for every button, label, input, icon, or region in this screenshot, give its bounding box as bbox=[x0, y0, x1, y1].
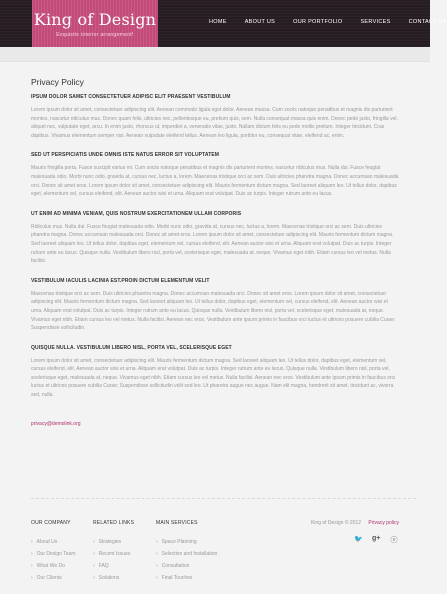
section-text: Ridiculus mus. Nulla dui. Fusce feugiat malesuada odio. Morbi nunc odio, gravida at, cursus nec, luctus a, lorem. Maecenas tristique orci ac sem. Duis ultricies pharetra magna. Donec accumsan malesuada orci. Donec sit amet eros. Lorem ipsum dolor sit amet, consectetuer adipiscing elit. Mauris fermentum dictum magna. Sed laoreet aliquam leo. Ut tellus dolor, dapibus eget, elementum vel, cursus eleifend, elit. Aenean auctor wisi et urna. Aliquam erat volutpat. Duis ac turpis. Integer rutrum ante eu lacus. Quisque nulla. Vestibulum libero nisl, porta vel, scelerisque eget, malesuada at, neque. Vivamus eget nibh. Etiam cursus leo vel metus. Nulla facilisi. bbox=[31, 223, 394, 265]
section-heading: UT ENIM AD MINIMA VENIAM, QUIS NOSTRUM EXERCITATIONEM ULLAM CORPORIS bbox=[31, 210, 242, 217]
social-icons bbox=[354, 535, 398, 545]
footer-heading: OUR COMPANY bbox=[31, 520, 71, 526]
footer-main-services bbox=[156, 520, 217, 584]
footer-heading: RELATED LINKS bbox=[93, 520, 135, 526]
section-text: Lorem ipsum dolor sit amet, consectetuer adipiscing elit. Mauris fermentum dictum magna. Sed laoreet aliquam leo. Ut tellus dolor, dapibus eget, elementum vel, cursus eleifend, elit. Aenean auctor wisi et urna. Aliquam erat volutpat. Duis ac turpis. Integer rutrum ante eu lacus. Quisque nulla. Vestibulum libero nisl, porta vel, scelerisque eget, malesuada at, neque. Vivamus eget nibh. Etiam cursus leo vel metus. Nulla facilisi. Aenean nec eros. Vestibulum ante ipsum primis in faucibus orci luctus et ultrices posuere cubilia Curae; Suspendisse sollicitudin velit sed leo. Ut pharetra augue nec augue. Nam elit magna, hendrerit sit amet, tincidunt ac, viverra sed, nulla. bbox=[31, 357, 396, 399]
logo-title: King of Design bbox=[33, 10, 157, 29]
section-text: Lorem ipsum dolor sit amet, consectetuer adipiscing elit. Aenean commodo ligula eget dolor. Aenean massa. Cum sociis natoque penatibus et magnis dis parturient montes, nascetur ridiculus mus. Donec quam felis, ultricies nec, pellentesque eu, pretium quis, sem. Nulla consequat massa quis enim. Donec pede justo, fringilla vel, aliquet nec, vulputate eget, arcu. In enim justo, rhoncus ut, imperdiet a, venenatis vitae, justo. Nullam dictum felis eu pede mollis pretium. Integer tincidunt. Cras dapibus. Vivamus elementum semper nisi. Aenean vulputate eleifend tellus. Aenean leo ligula, porttitor eu, consequat vitae, eleifend ac, enim. bbox=[31, 107, 398, 139]
section-text: Mauris fringilla porta. Fusce suscipit varius mi. Cum sociis natoque penatibus et magnis dis parturient montes, nascetur ridiculus mus. Nulla dui. Fusce feugiat malesuada odio. Morbi nunc odio, gravida at, cursus nec, luctus a, lorem. Maecenas tristique orci ac sem. Duis ultricies pharetra magna. Donec accumsan malesuada orci. Donec sit amet eros. Lorem ipsum dolor sit amet, consectetuer adipiscing elit. Mauris fermentum dictum magna. Sed laoreet aliquam leo. Ut tellus dolor, dapibus eget, elementum vel, cursus eleifend, elit. Aenean auctor wisi et urna. Aliquam erat volutpat. Duis ac turpis. Integer rutrum ante eu lacus. bbox=[31, 165, 399, 198]
site-footer bbox=[0, 505, 430, 594]
section-heading: IPSUM DOLOR SAMET CONSECTETUER ADIPISC ELIT PRAESENT VESTIBULUM bbox=[31, 94, 231, 100]
footer-related-links bbox=[93, 520, 134, 584]
footer-link[interactable]: › Selection and Installation bbox=[156, 548, 217, 560]
footer-link[interactable]: › Our Design Team bbox=[31, 548, 76, 560]
privacy-policy-link[interactable]: Privacy policy bbox=[368, 520, 399, 526]
copyright-text: King of Design © 2012 bbox=[310, 520, 362, 526]
footer-link[interactable]: › Solutions bbox=[93, 572, 134, 584]
footer-link[interactable]: › Space Planning bbox=[156, 536, 217, 548]
footer-link[interactable]: › Recent Issues bbox=[93, 548, 134, 560]
footer-heading: MAIN SERVICES bbox=[156, 520, 198, 526]
site-header bbox=[0, 0, 447, 47]
footer-link[interactable]: › Consultation bbox=[156, 560, 217, 572]
section-text: Maecenas tristique orci ac sem. Duis ultricies pharetra magna. Donec accumsan malesuada orci. Donec sit amet eros. Lorem ipsum dolor sit amet, consectetuer adipiscing elit. Mauris fermentum dictum magna. Sed laoreet aliquam leo. Ut tellus dolor, dapibus eget, elementum vel, cursus eleifend, elit. Aenean auctor wisi et urna. Aliquam erat volutpat. Duis ac turpis. Integer rutrum ante eu lacus. Quisque nulla. Vestibulum libero nisl, porta vel, scelerisque eget, malesuada at, neque. Vivamus eget nibh. Etiam cursus leo vel metus. Nulla facilisi. Aenean nec eros. Vestibulum ante ipsum primis in faucibus orci luctus et ultrices posuere cubilia Curae; Suspendisse sollicitudin. bbox=[31, 290, 396, 332]
copyright bbox=[311, 520, 399, 526]
main-content bbox=[0, 62, 430, 492]
header-strip bbox=[0, 47, 430, 62]
section-heading: SED UT PERSPICIATIS UNDE OMNIS ISTE NATUS ERROR SIT VOLUPTATEM bbox=[31, 152, 220, 159]
logo-tagline: Exquisite interior arrangement! bbox=[56, 32, 134, 38]
footer-link[interactable]: › Our Clients bbox=[31, 572, 76, 584]
nav-about-us[interactable]: ABOUT US bbox=[244, 19, 276, 25]
logo[interactable] bbox=[32, 0, 158, 47]
nav-our-portfolio[interactable]: OUR PORTFOLIO bbox=[293, 19, 343, 25]
main-nav bbox=[209, 19, 447, 25]
twitter-icon[interactable]: 🐦 bbox=[354, 536, 363, 543]
footer-link[interactable]: › Final Touches bbox=[156, 572, 217, 584]
section-heading: VESTIBULUM IACULIS LACINIA EST.PROIN DICTUM ELEMENTUM VELIT bbox=[31, 277, 210, 284]
footer-link[interactable]: › FAQ bbox=[93, 560, 134, 572]
nav-home[interactable]: HOME bbox=[209, 19, 227, 25]
skype-icon[interactable]: ⓢ bbox=[390, 537, 398, 544]
privacy-email-link[interactable]: privacy@demolink.org bbox=[31, 420, 81, 427]
nav-contact-us[interactable]: CONTACT US bbox=[408, 19, 447, 25]
page-title: Privacy Policy bbox=[31, 77, 84, 87]
footer-divider bbox=[31, 498, 416, 499]
footer-our-company bbox=[31, 520, 76, 584]
nav-services[interactable]: SERVICES bbox=[360, 19, 391, 25]
footer-link[interactable]: › What We Do bbox=[31, 560, 76, 572]
footer-link[interactable]: › About Us bbox=[31, 536, 76, 548]
footer-link[interactable]: › Strategies bbox=[93, 536, 134, 548]
section-heading: QUISQUE NULLA. VESTIBULUM LIBERO NISL, PORTA VEL, SCELERISQUE EGET bbox=[31, 344, 232, 351]
google-plus-icon[interactable]: g+ bbox=[372, 535, 381, 542]
